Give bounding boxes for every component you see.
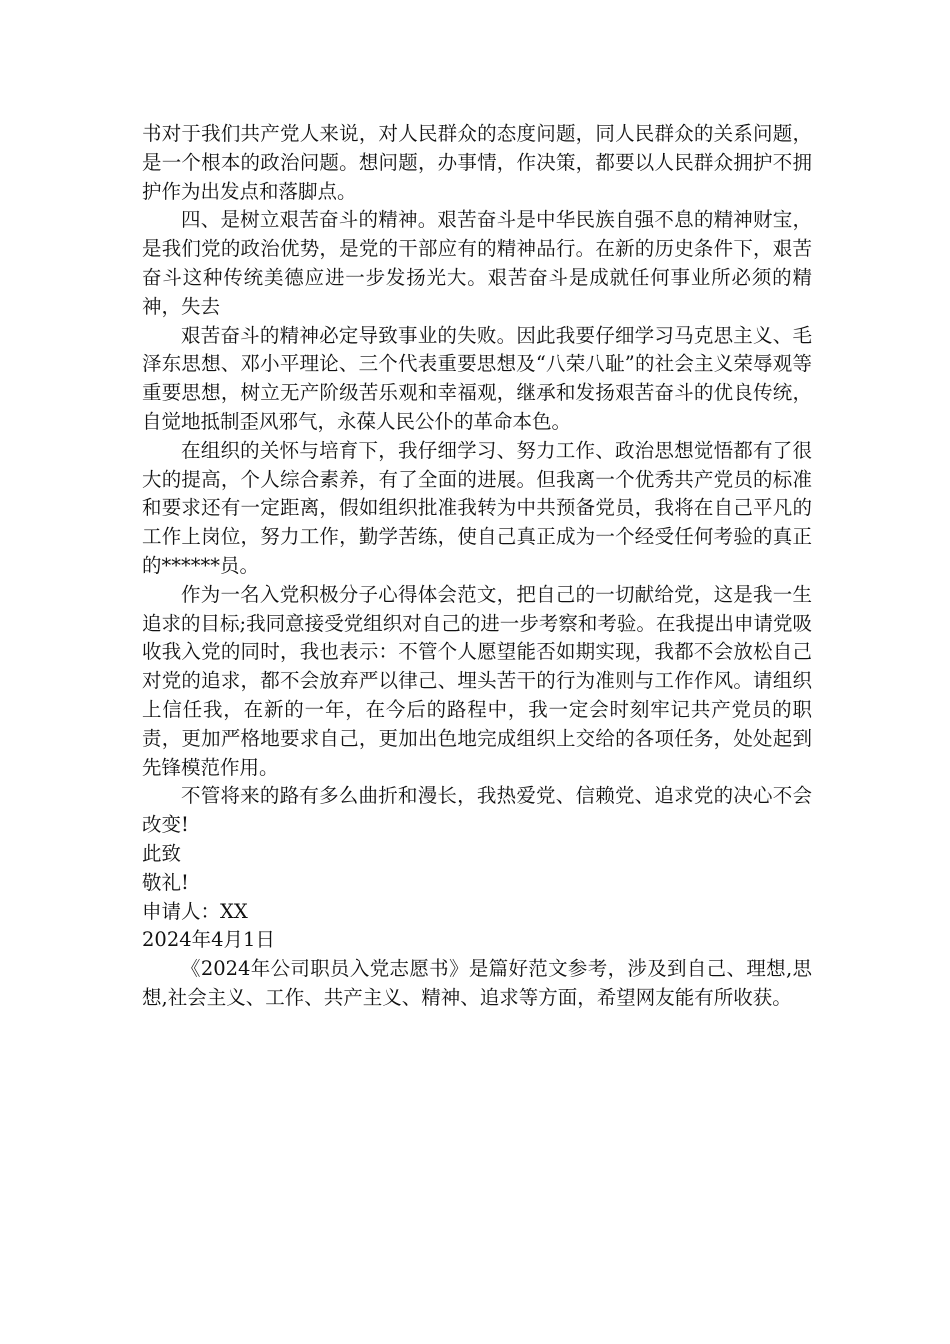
paragraph-5: 作为一名入党积极分子心得体会范文，把自己的一切献给党，这是我一生追求的目标;我同意接受党组织对自己的进一步考察和考验。在我提出申请党吸收我入党的同时，我也表示：不管个人愿望能否如期实现，我都不会放松自己对党的追求，都不会放弃严以律己、埋头苦干的行为准则与工作作风。请组织上信任我，在新的一年，在今后的路程中，我一定会时刻牢记共产党员的职责，更加严格地要求自己，更加出色地完成组织上交给的各项任务，处处起到先锋模范作用。 [142, 582, 812, 779]
application-date: 2024年4月1日 [142, 928, 275, 952]
applicant-signature: 申请人：XX [142, 899, 248, 923]
paragraph-3: 艰苦奋斗的精神必定导致事业的失败。因此我要仔细学习马克思主义、毛泽东思想、邓小平理论、三个代表重要思想及“八荣八耻”的社会主义荣辱观等重要思想，树立无产阶级苦乐观和幸福观，继承和发扬艰苦奋斗的优良传统，自觉地抵制歪风邪气，永葆人民公仆的革命本色。 [142, 323, 812, 433]
closing-greeting: 此致 [142, 841, 182, 865]
paragraph-4: 在组织的关怀与培育下，我仔细学习、努力工作、政治思想觉悟都有了很大的提高，个人综合素养，有了全面的进展。但我离一个优秀共产党员的标准和要求还有一定距离，假如组织批准我转为中共预备党员，我将在自己平凡的工作上岗位，努力工作，勤学苦练，使自己真正成为一个经受任何考验的真正的******员。 [142, 438, 812, 577]
paragraph-1: 书对于我们共产党人来说，对人民群众的态度问题，同人民群众的关系问题，是一个根本的政治问题。想问题，办事情，作决策，都要以人民群众拥护不拥护作为出发点和落脚点。 [142, 122, 812, 203]
paragraph-2: 四、是树立艰苦奋斗的精神。艰苦奋斗是中华民族自强不息的精神财宝，是我们党的政治优势，是党的干部应有的精神品行。在新的历史条件下，艰苦奋斗这种传统美德应进一步发扬光大。艰苦奋斗是成就任何事业所必须的精神，失去 [142, 208, 812, 318]
footer-note: 《2024年公司职员入党志愿书》是篇好范文参考，涉及到自己、理想,思想,社会主义、工作、共产主义、精神、追求等方面，希望网友能有所收获。 [142, 957, 812, 1009]
paragraph-6: 不管将来的路有多么曲折和漫长，我热爱党、信赖党、追求党的决心不会改变! [142, 784, 812, 837]
closing-salute: 敬礼! [142, 870, 189, 894]
document-body [142, 120, 812, 1013]
